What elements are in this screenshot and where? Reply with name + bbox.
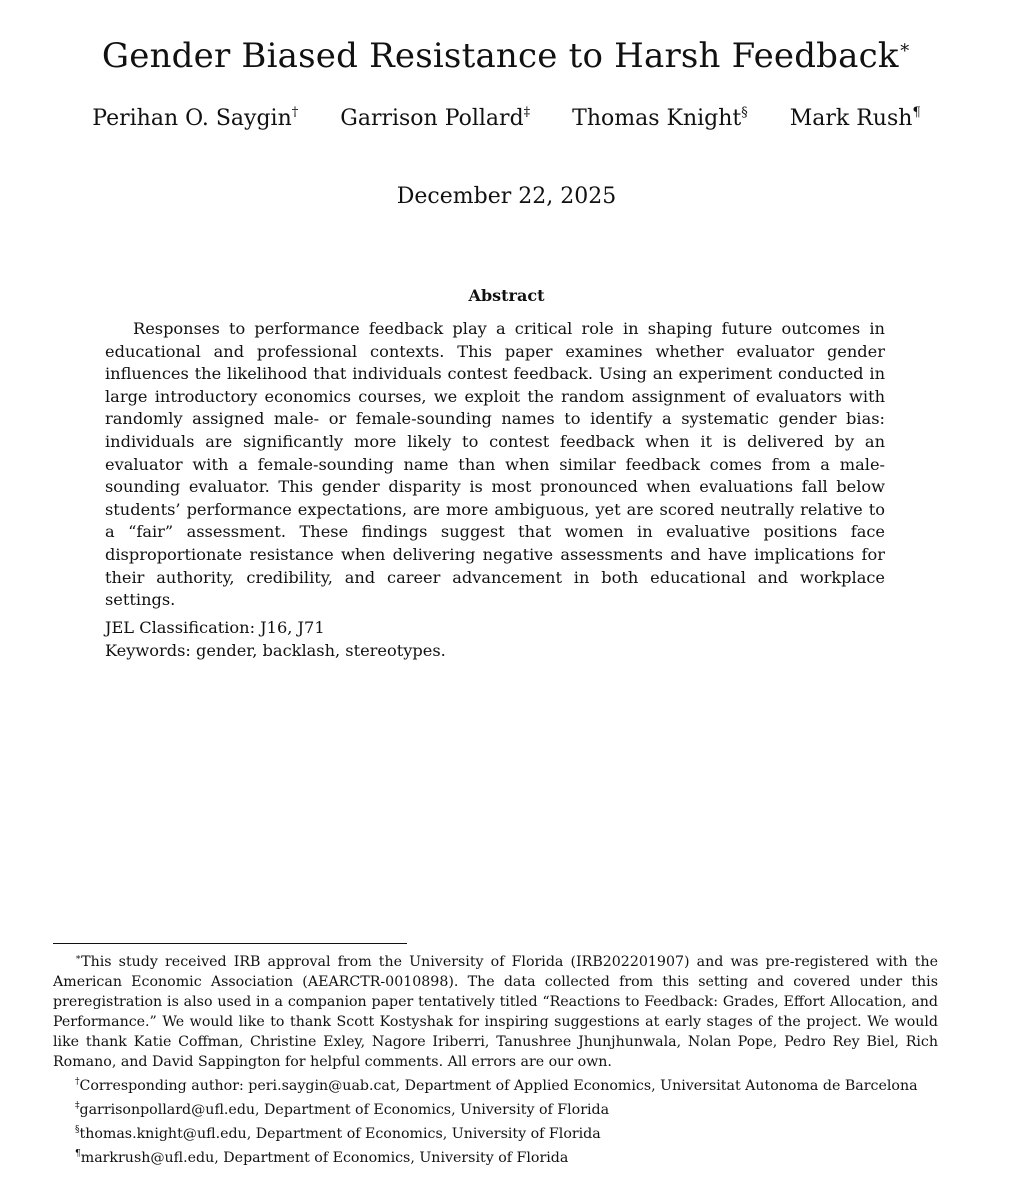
author-list	[0, 105, 1013, 131]
author-name: Perihan O. Saygin	[92, 106, 292, 131]
author-mark: ¶	[912, 105, 921, 120]
footnote	[53, 1144, 938, 1168]
author	[572, 105, 748, 131]
jel-classification: JEL Classification: J16, J71	[105, 618, 325, 637]
author-mark: †	[291, 105, 299, 120]
footnote-mark: ∗	[75, 953, 82, 963]
title-text: Gender Biased Resistance to Harsh Feedback	[101, 36, 899, 76]
footnote-mark: ‡	[75, 1101, 80, 1111]
footnote-text: garrisonpollard@ufl.edu, Department of Economics, University of Florida	[79, 1102, 610, 1118]
footnote-rule	[53, 943, 407, 944]
author	[340, 105, 530, 131]
author-name: Mark Rush	[789, 106, 913, 131]
author-name: Thomas Knight	[572, 106, 742, 131]
author-mark: ‡	[523, 105, 531, 120]
footnote	[53, 1072, 938, 1096]
footnote-text: Corresponding author: peri.saygin@uab.cat, Department of Applied Economics, Universitat Autonoma de Barcelona	[79, 1078, 918, 1094]
footnote-text: This study received IRB approval from the University of Florida (IRB202201907) and was pre-registered with the American Economic Association (AEARCTR-0010898). The data collected from this setting and covered under this preregistration is also used in a companion paper tentatively titled “Reactions to Feedback: Grades, Effort Allocation, and Performance.” We would like to thank Scott Kostyshak for inspiring suggestions at early stages of the project. We would like thank Katie Coffman, Christine Exley, Nagore Iriberri, Tanushree Jhunjhunwala, Nolan Pope, Pedro Rey Biel, Rich Romano, and David Sappington for helpful comments. All errors are our own.	[53, 954, 938, 1070]
footnote	[53, 1120, 938, 1144]
footnote-mark: §	[75, 1125, 80, 1135]
footnote	[53, 1096, 938, 1120]
author	[92, 105, 298, 131]
author	[790, 105, 921, 131]
author-name: Garrison Pollard	[340, 106, 524, 131]
footnote-mark: ¶	[75, 1149, 81, 1159]
footnotes	[53, 948, 938, 1168]
footnote	[53, 948, 938, 1072]
title-footnote-mark: ∗	[898, 37, 912, 58]
footnote-text: markrush@ufl.edu, Department of Economics, University of Florida	[80, 1150, 569, 1166]
footnote-mark: †	[75, 1077, 80, 1087]
keywords: Keywords: gender, backlash, stereotypes.	[105, 640, 446, 660]
abstract-heading: Abstract	[468, 286, 545, 305]
classification-block	[105, 617, 885, 662]
footnote-text: thomas.knight@ufl.edu, Department of Economics, University of Florida	[79, 1126, 601, 1142]
author-mark: §	[741, 105, 748, 120]
abstract-body: Responses to performance feedback play a critical role in shaping future outcomes in educational and professional contexts. This paper examines whether evaluator gender influences the likelihood that individuals contest feedback. Using an experiment conducted in large introductory economics courses, we exploit the random assignment of evaluators with randomly assigned male- or female-sounding names to identify a systematic gender bias: individuals are significantly more likely to contest feedback when it is delivered by an evaluator with a female-sounding name than when similar feedback comes from a male-sounding evaluator. This gender disparity is most pronounced when evaluations fall below students’ performance expectations, are more ambiguous, yet are scored neutrally relative to a “fair” assessment. These findings suggest that women in evaluative positions face disproportionate resistance when delivering negative assessments and have implications for their authority, credibility, and career advancement in both educational and workplace settings.	[105, 319, 885, 610]
paper-date: December 22, 2025	[396, 184, 617, 209]
paper-title	[0, 36, 1013, 76]
